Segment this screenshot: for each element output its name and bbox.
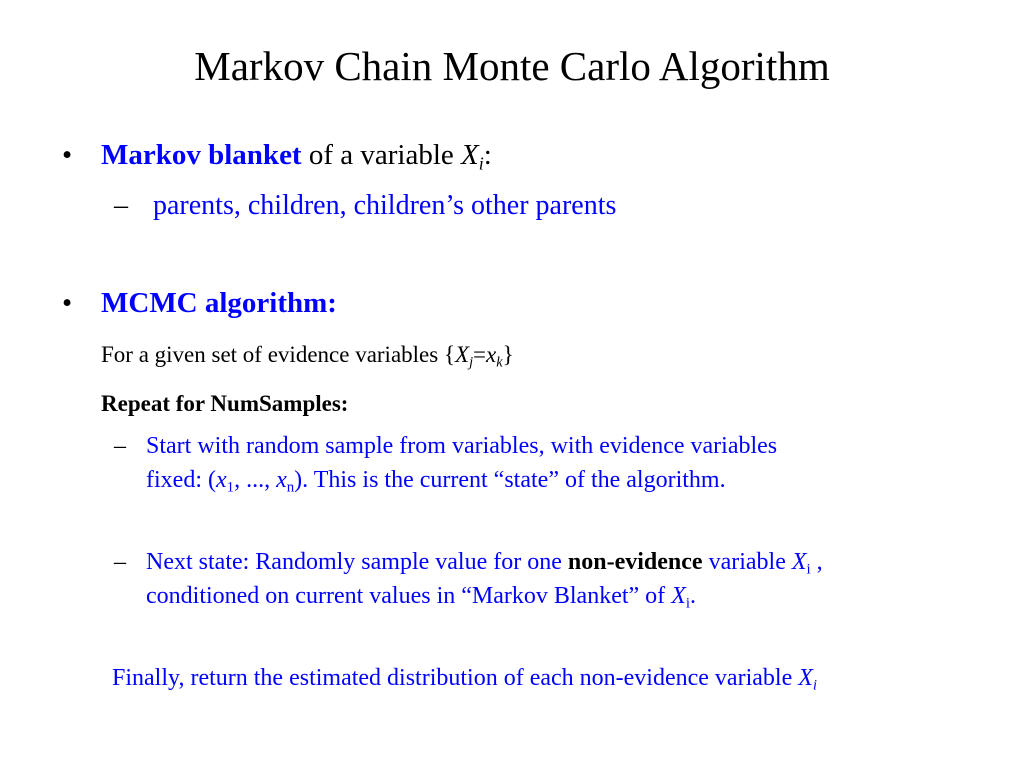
step1-ellipsis: , ...,: [234, 467, 277, 493]
bullet-glyph: •: [62, 287, 73, 319]
bullet-glyph: •: [62, 139, 73, 171]
evidence-var: X: [455, 342, 470, 367]
finally-var: X: [798, 665, 813, 691]
step2-text-d: conditioned on current values in “Markov Blanket” of: [146, 583, 672, 609]
step1-line1: Start with random sample from variables, with evidence variables: [146, 433, 778, 459]
evidence-val: x: [486, 342, 497, 367]
evidence-prefix: For a given set of evidence variables {: [101, 342, 455, 367]
step2-var-sub: i: [806, 561, 811, 578]
step1-xn: x: [276, 467, 287, 493]
step1-line2: [146, 465, 726, 495]
evidence-var-sub: j: [469, 354, 474, 371]
markov-blanket-var-sub: i: [478, 153, 484, 174]
step2-text-c: ,: [810, 549, 823, 575]
markov-blanket-subitem: parents, children, children’s other parents: [153, 190, 617, 221]
markov-blanket-term: Markov blanket: [101, 139, 302, 171]
step2-var2-sub: i: [685, 595, 690, 612]
step1-x1: x: [215, 467, 227, 493]
dash-glyph: –: [114, 190, 128, 221]
step2-text-e: .: [690, 583, 696, 609]
evidence-val-sub: k: [496, 354, 503, 371]
evidence-line: [101, 340, 514, 370]
finally-var-sub: i: [812, 677, 818, 694]
step1-fixed-open: fixed: (: [146, 467, 216, 493]
dash-glyph: –: [114, 549, 126, 575]
finally-line: [112, 663, 817, 693]
step2-text-a: Next state: Randomly sample value for one: [146, 549, 568, 575]
markov-blanket-line: [101, 137, 492, 173]
repeat-line: Repeat for NumSamples:: [101, 391, 349, 416]
step2-non-evidence: non-evidence: [567, 549, 703, 575]
step2-text-b: variable: [702, 549, 792, 575]
step2-line2: [146, 581, 696, 611]
markov-blanket-var: X: [461, 139, 479, 171]
step2-var2: X: [671, 583, 686, 609]
dash-glyph: –: [114, 433, 126, 459]
slide-title: Markov Chain Monte Carlo Algorithm: [194, 43, 830, 89]
evidence-eq: =: [473, 342, 487, 367]
step2-line1: [146, 547, 823, 577]
markov-blanket-text: of a variable: [301, 139, 462, 171]
step1-x1-sub: 1: [226, 479, 235, 496]
finally-text: Finally, return the estimated distribution of each non-evidence variable: [112, 665, 799, 691]
step1-xn-sub: n: [286, 479, 295, 496]
step1-state-text: ). This is the current “state” of the algorithm.: [294, 467, 726, 493]
mcmc-heading: MCMC algorithm:: [101, 287, 337, 319]
step2-var: X: [791, 549, 807, 575]
markov-blanket-colon: :: [483, 139, 492, 171]
evidence-close: }: [502, 342, 514, 367]
